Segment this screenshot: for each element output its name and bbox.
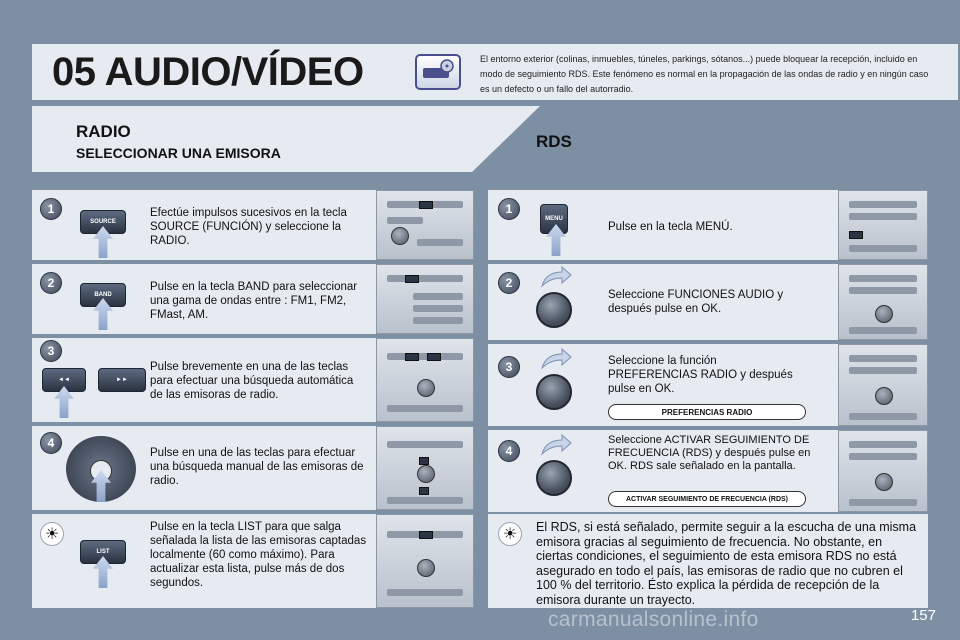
- step-text: Pulse en la tecla BAND para seleccionar una gama de ondas entre : FM1, FM2, FMast, AM.: [150, 281, 358, 321]
- step-number: 1: [40, 198, 62, 220]
- page-number: 157: [910, 607, 936, 624]
- cd-player-icon: [415, 54, 461, 90]
- step-text: Seleccione ACTIVAR SEGUIMIENTO DE FRECUENCIA (RDS) y después pulse en OK. RDS sale señalado en la pantalla.: [608, 434, 811, 472]
- console-image: [376, 338, 474, 422]
- page-title: 05 AUDIO/VÍDEO: [52, 50, 364, 94]
- ok-knob-icon: [536, 292, 572, 328]
- reception-note: El entorno exterior (colinas, inmuebles, túneles, parkings, sótanos...) puede bloquear la recepción, incluido en modo de seguimiento RDS. Este fenómeno es normal en la propagación de las ondas de radio y en ningún caso es un defecto o un fallo del autorradio.: [480, 54, 929, 94]
- step-number: 3: [498, 356, 520, 378]
- source-key: SOURCE: [80, 210, 126, 234]
- console-image: [376, 514, 474, 608]
- tip-text: El RDS, si está señalado, permite seguir a la escucha de una misma emisora gracias al seguimiento de frecuencia. No obstante, en ciertas condiciones, el seguimiento de esta emisora RDS no está asegurado en todo el país, las emisoras de radio que no cubren el 100 % del territorio. Ésto explica la pérdida de recepción de la emisora durante un trayecto.: [536, 520, 917, 607]
- watermark: carmanualsonline.info: [548, 608, 759, 631]
- info-lightbulb-icon: ☀: [40, 522, 64, 546]
- seek-forward-key: ►►: [98, 368, 146, 392]
- console-image: [376, 264, 474, 334]
- console-image: [838, 344, 928, 426]
- step-text: Seleccione la función PREFERENCIAS RADIO y después pulse en OK.: [608, 355, 793, 395]
- step-text: Pulse en una de las teclas para efectuar una búsqueda manual de las emisoras de radio.: [150, 447, 364, 487]
- tip-text: Pulse en la tecla LIST para que salga señalada la lista de las emisoras captadas localmente (60 como máximo). Para actualizar esta lista, pulse más de dos segundos.: [150, 521, 367, 589]
- step-text: Seleccione FUNCIONES AUDIO y después pulse en OK.: [608, 289, 784, 315]
- console-image: [838, 190, 928, 260]
- console-image: [838, 430, 928, 512]
- radio-section-title: RADIO: [76, 122, 131, 141]
- step-text: Pulse en la tecla MENÚ.: [608, 221, 733, 233]
- screen-option-pill: PREFERENCIAS RADIO: [608, 404, 806, 420]
- turn-arrow-icon: [540, 434, 572, 456]
- console-image: [376, 190, 474, 260]
- info-lightbulb-icon: ☀: [498, 522, 522, 546]
- list-key: LIST: [80, 540, 126, 564]
- step-number: 2: [498, 272, 520, 294]
- band-key: BAND: [80, 283, 126, 307]
- step-text: Pulse brevemente en una de las teclas para efectuar una búsqueda automática de las emisoras de radio.: [150, 361, 354, 401]
- step-text: Efectúe impulsos sucesivos en la tecla SOURCE (FUNCIÓN) y seleccione la RADIO.: [150, 207, 347, 247]
- screen-option-pill: ACTIVAR SEGUIMIENTO DE FRECUENCIA (RDS): [608, 491, 806, 507]
- console-image: [838, 264, 928, 340]
- turn-arrow-icon: [540, 348, 572, 370]
- ok-knob-icon: [536, 460, 572, 496]
- seek-back-key: ◄◄: [42, 368, 86, 392]
- ok-knob-icon: [536, 374, 572, 410]
- step-number: 1: [498, 198, 520, 220]
- console-image: [376, 426, 474, 510]
- step-number: 4: [40, 432, 62, 454]
- menu-key: MENU: [540, 204, 568, 234]
- step-number: 2: [40, 272, 62, 294]
- rds-section-title: RDS: [536, 132, 572, 151]
- step-number: 4: [498, 440, 520, 462]
- turn-arrow-icon: [540, 266, 572, 288]
- radio-section-subtitle: SELECCIONAR UNA EMISORA: [76, 145, 281, 161]
- step-number: 3: [40, 340, 62, 362]
